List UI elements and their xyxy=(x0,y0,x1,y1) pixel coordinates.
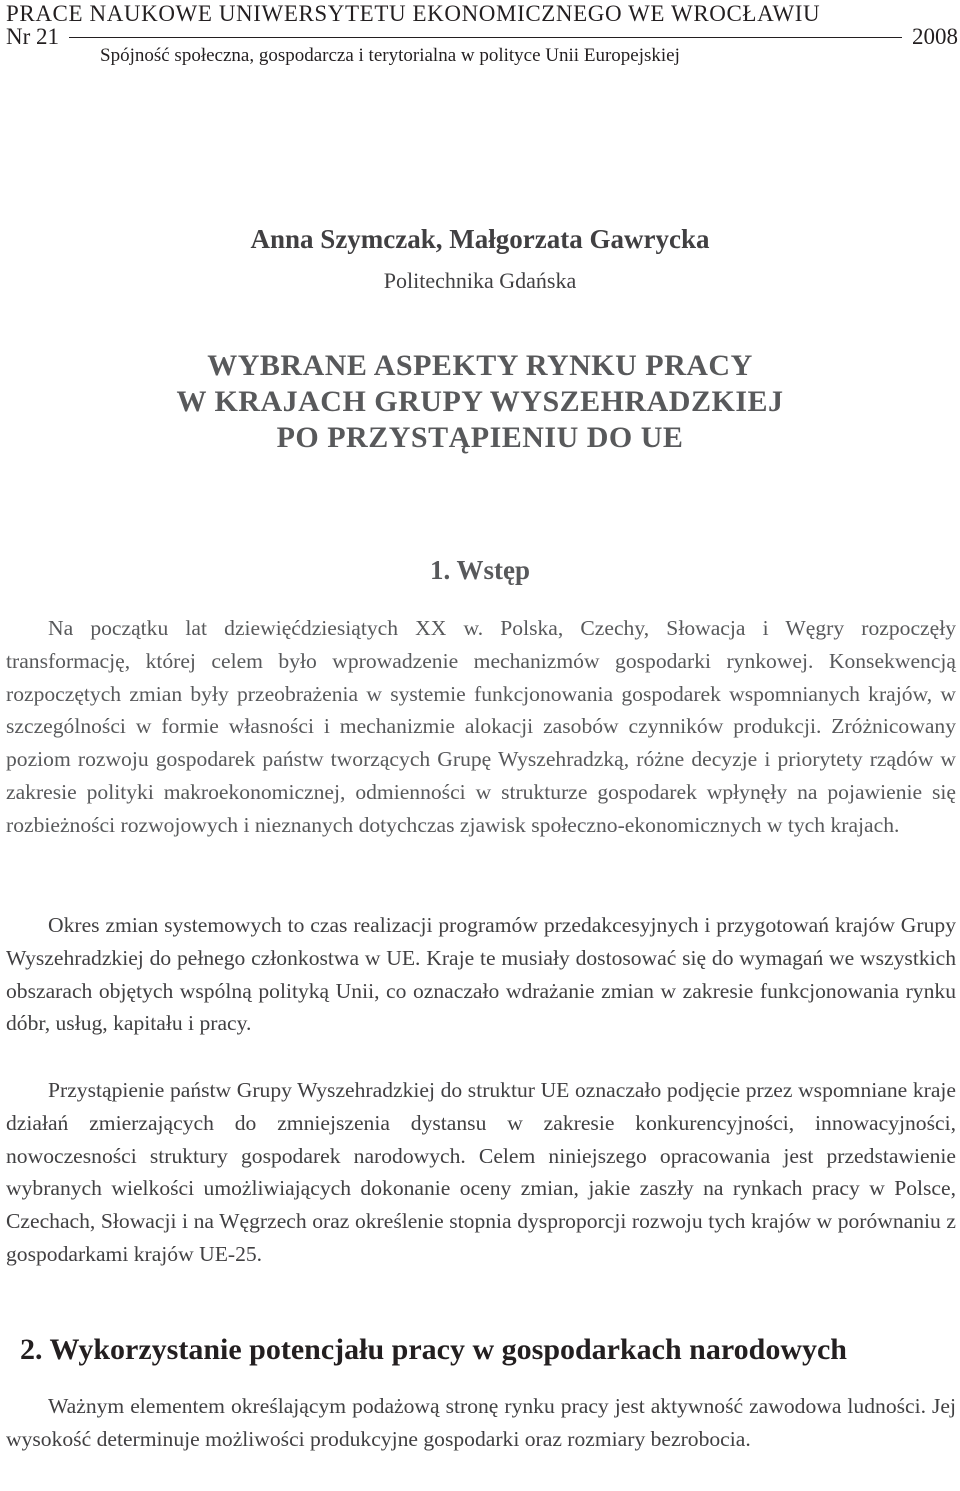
body-text-block xyxy=(6,1074,956,1271)
header-rule xyxy=(69,37,902,38)
issue-number: Nr 21 xyxy=(6,24,60,49)
journal-name: PRACE NAUKOWE UNIWERSYTETU EKONOMICZNEGO WE WROCŁAWIU xyxy=(6,1,821,26)
body-text-block xyxy=(6,1390,956,1456)
section-heading-2: 2. Wykorzystanie potencjału pracy w gospodarkach narodowych xyxy=(20,1333,847,1366)
paragraph: Ważnym elementem określającym podażową stronę rynku pracy jest aktywność zawodowa ludności. Jej wysokość determinuje możliwości produkcyjne gospodarki oraz rozmiary bezrobocia. xyxy=(6,1394,956,1451)
authors: Anna Szymczak, Małgorzata Gawrycka xyxy=(250,224,710,254)
title-line: WYBRANE ASPEKTY RYNKU PRACY xyxy=(207,349,753,382)
paragraph: Przystąpienie państw Grupy Wyszehradzkiej do struktur UE oznaczało podjęcie przez wspomniane kraje działań zmierzających do zmniejszenia dystansu w zakresie konkurencyjności, innowacyjności, nowoczesności struktury gospodarek narodowych. Celem niniejszego opracowania jest przedstawienie wybranych wielkości umożliwiających dokonanie oceny zmian, jakie zaszły na rynkach pracy w Polsce, Czechach, Słowacji i na Węgrzech oraz określenie stopnia dysproporcji rozwoju tych krajów w porównaniu z gospodarkami krajów UE-25. xyxy=(6,1078,956,1266)
series-title: Spójność społeczna, gospodarcza i terytorialna w polityce Unii Europejskiej xyxy=(100,45,680,66)
paragraph: Okres zmian systemowych to czas realizacji programów przedakcesyjnych i przygotowań krajów Grupy Wyszehradzkiej do pełnego członkostwa w UE. Kraje te musiały dostosować się do wymagań we wszystkich obszarach objętych wspólną polityką Unii, co oznaczało wdrażanie zmian w zakresie funkcjonowania rynku dóbr, usług, kapitału i pracy. xyxy=(6,913,956,1036)
affiliation: Politechnika Gdańska xyxy=(383,268,577,293)
paper-title xyxy=(0,348,960,456)
issue-year: 2008 xyxy=(912,24,958,49)
paragraph: Na początku lat dziewięćdziesiątych XX w. Polska, Czechy, Słowacja i Węgry rozpoczęły transformację, której celem było wprowadzenie mechanizmów gospodarki rynkowej. Konsekwencją rozpoczętych zmian były przeobrażenia w systemie funkcjonowania gospodarek wspomnianych krajów, w szczególności w formie własności i mechanizmie alokacji zasobów czynników produkcji. Zróżnicowany poziom rozwoju gospodarek państw tworzących Grupę Wyszehradzką, różne decyzje i priorytety rządów w zakresie polityki makroekonomicznej, odmienności w strukturze gospodarek wpłynęły na pojawienie się rozbieżności rozwojowych i nieznanych dotychczas zjawisk społeczno-ekonomicznych w tych krajach. xyxy=(6,616,956,837)
body-text-block xyxy=(6,909,956,1040)
section-heading-1: 1. Wstęp xyxy=(429,555,530,585)
title-line: W KRAJACH GRUPY WYSZEHRADZKIEJ xyxy=(176,385,784,418)
body-text-block xyxy=(6,612,956,842)
title-line: PO PRZYSTĄPIENIU DO UE xyxy=(276,421,684,454)
